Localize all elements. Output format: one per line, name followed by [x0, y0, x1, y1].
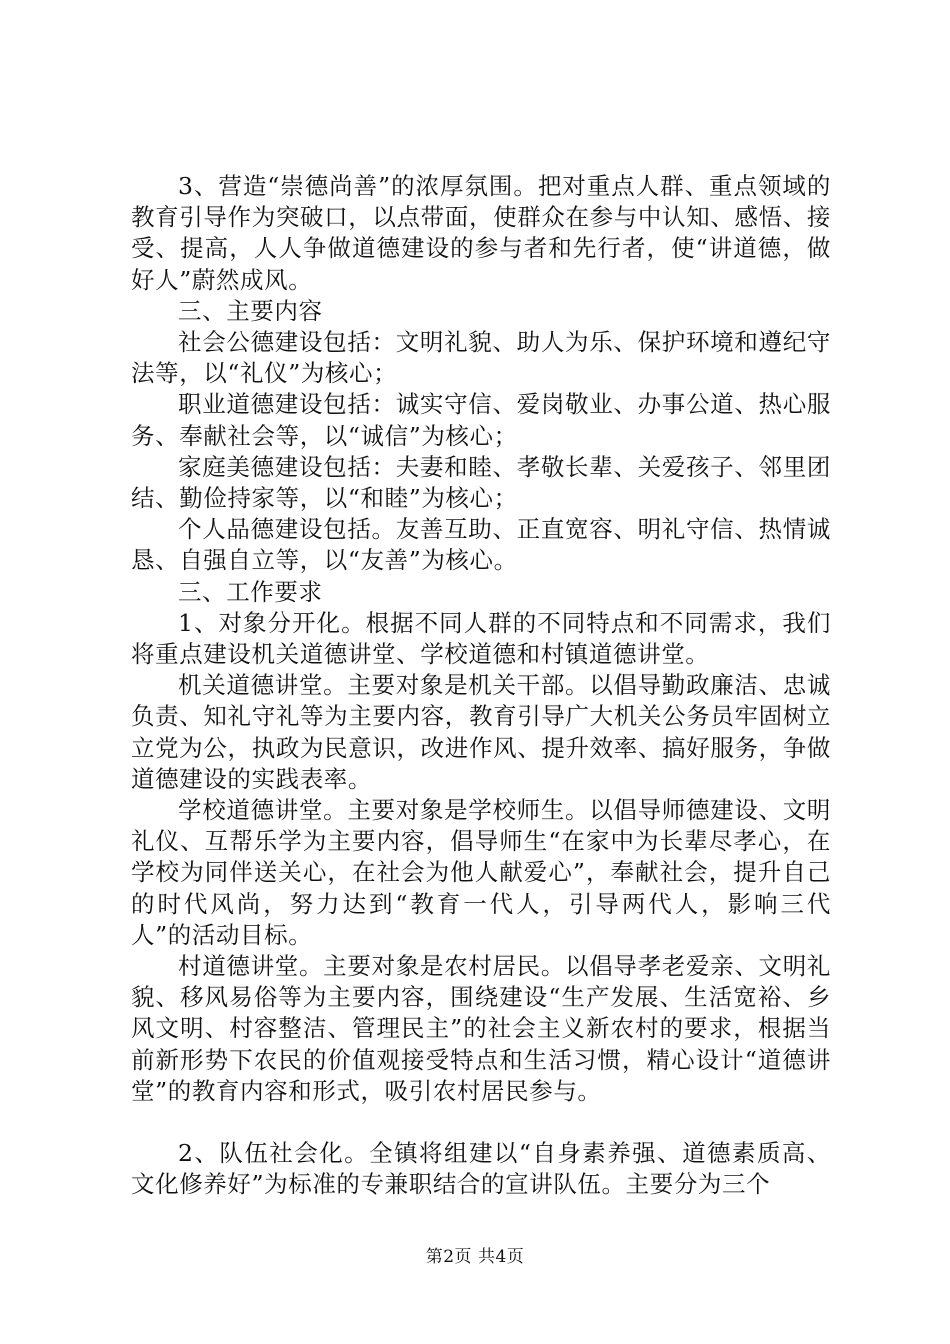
page-footer: 第2页 共4页	[425, 1247, 525, 1267]
paragraph-village-lecture-hall: 村道德讲堂。主要对象是农村居民。以倡导孝老爱亲、文明礼貌、移风易俗等为主要内容，围绕建设“生产发展、生活宽裕、乡风文明、村容整洁、管理民主”的社会主义新农村的要求，根据当前新形势下农民的价值观接受特点和生活习惯，精心设计“道德讲堂”的教育内容和形式，吸引农村居民参与。	[131, 952, 831, 1105]
paragraph-professional-ethics: 职业道德建设包括：诚实守信、爱岗敬业、办事公道、热心服务、奉献社会等，以“诚信”为核心；	[131, 390, 831, 450]
paragraph-family-virtue: 家庭美德建设包括：夫妻和睦、孝敬长辈、关爱孩子、邻里团结、勤俭持家等，以“和睦”为核心；	[131, 452, 831, 513]
paragraph-personal-character: 个人品德建设包括。友善互助、正直宽容、明礼守信、热情诚恳、自强自立等，以“友善”为核心。	[131, 515, 831, 575]
paragraph-team-socialization: 2、队伍社会化。全镇将组建以“自身素养强、道德素质高、文化修养好”为标准的专兼职结合的宣讲队伍。主要分为三个	[131, 1139, 831, 1199]
paragraph-spacer	[131, 1107, 831, 1138]
paragraph-target-division: 1、对象分开化。根据不同人群的不同特点和不同需求，我们将重点建设机关道德讲堂、学校道德和村镇道德讲堂。	[131, 608, 831, 669]
document-body	[131, 171, 831, 1201]
paragraph-atmosphere: 3、营造“崇德尚善”的浓厚氛围。把对重点人群、重点领域的教育引导作为突破口，以点带面，使群众在参与中认知、感悟、接受、提高，人人争做道德建设的参与者和先行者，使“讲道德，做好人”蔚然成风。	[131, 172, 831, 294]
paragraph-government-lecture-hall: 机关道德讲堂。主要对象是机关干部。以倡导勤政廉洁、忠诚负责、知礼守礼等为主要内容，教育引导广大机关公务员牢固树立立党为公，执政为民意识，改进作风、提升效率、搞好服务，争做道德建设的实践表率。	[131, 671, 831, 793]
heading-main-content: 三、主要内容	[178, 296, 323, 325]
paragraph-school-lecture-hall: 学校道德讲堂。主要对象是学校师生。以倡导师德建设、文明礼仪、互帮乐学为主要内容，倡导师生“在家中为长辈尽孝心，在学校为同伴送关心，在社会为他人献爱心”，奉献社会，提升自己的时代风尚，努力达到“教育一代人，引导两代人，影响三代人”的活动目标。	[131, 796, 831, 949]
paragraph-social-morality: 社会公德建设包括：文明礼貌、助人为乐、保护环境和遵纪守法等，以“礼仪”为核心；	[131, 328, 831, 388]
heading-work-requirements: 三、工作要求	[178, 577, 323, 606]
